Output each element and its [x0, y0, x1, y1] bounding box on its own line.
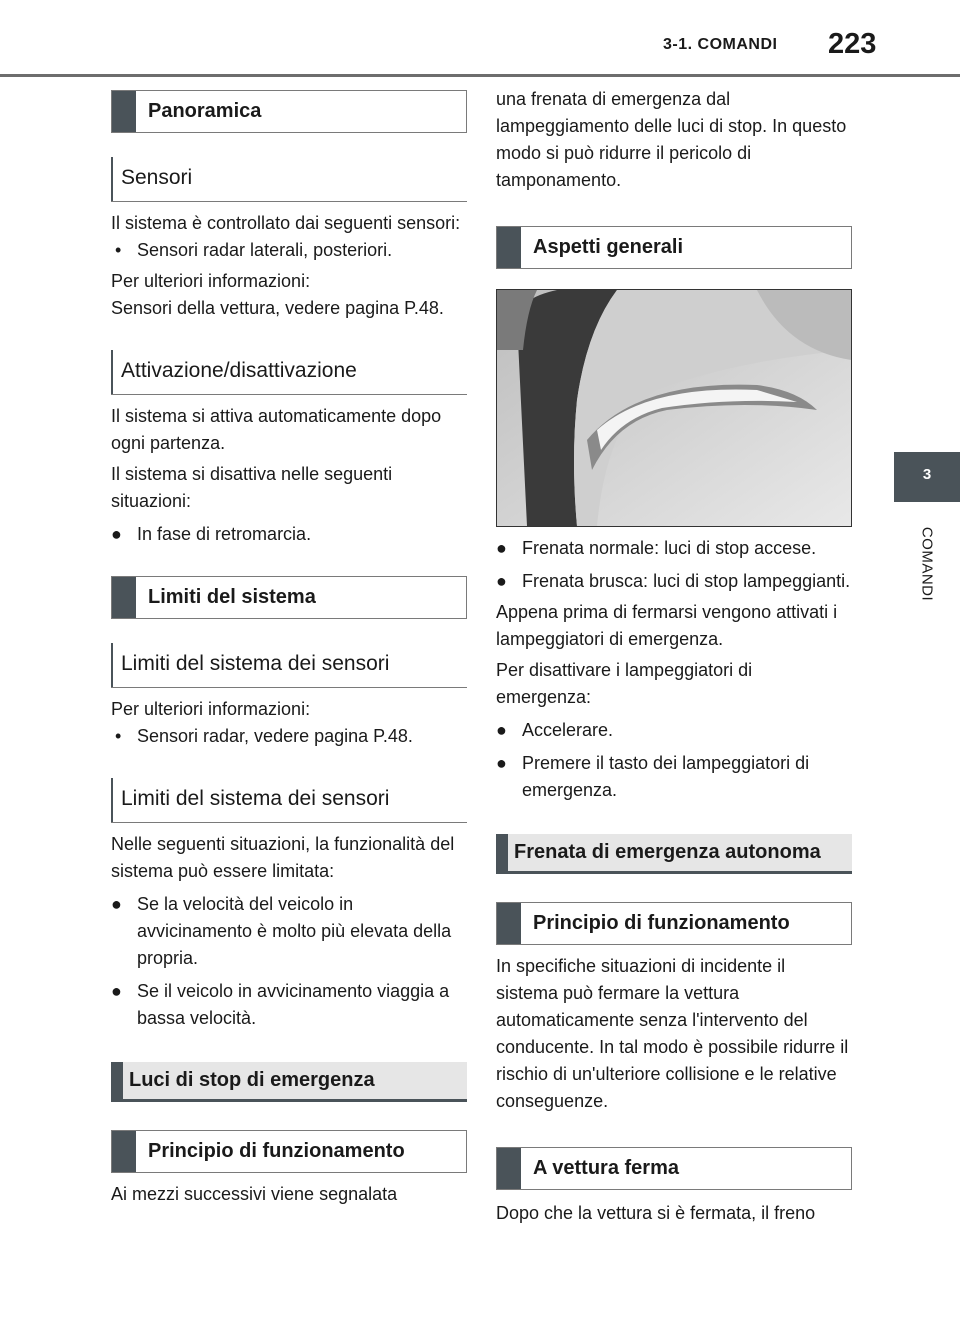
car-rear-image — [497, 290, 851, 526]
subheading-attivazione — [111, 350, 467, 395]
heading-text: Principio di funzionamento — [148, 1140, 405, 1162]
list-item: ● Frenata normale: luci di stop accese. — [496, 535, 852, 562]
heading-text: Frenata di emergenza autonoma — [514, 841, 821, 863]
bullet-icon: ● — [496, 753, 507, 773]
paragraph: Per ulteriori informazioni: — [111, 699, 311, 719]
paragraph: Il sistema si attiva automaticamente dopo ogni partenza. — [111, 406, 442, 453]
heading-text: Panoramica — [148, 100, 262, 122]
paragraph: Sensori della vettura, vedere pagina P.48. — [111, 298, 444, 318]
heading-text: A vettura ferma — [533, 1157, 679, 1179]
subheading-text: Limiti del sistema dei sensori — [121, 652, 390, 675]
list-item: • Sensori radar laterali, posteriori. — [111, 237, 467, 264]
chapter-side-label: COMANDI — [918, 526, 936, 602]
subheading-sensori — [111, 157, 467, 202]
heading-text: Principio di funzionamento — [533, 912, 790, 934]
header-section-title: 3-1. COMANDI — [663, 36, 778, 53]
heading-vettura-ferma — [496, 1147, 852, 1190]
paragraph: Il sistema si disattiva nelle seguenti situazioni: — [111, 464, 393, 511]
subheading-limiti-sensori-2 — [111, 778, 467, 823]
list-item: ● Premere il tasto dei lampeggiatori di emergenza. — [496, 750, 852, 804]
heading-principio — [111, 1130, 467, 1173]
page-number: 223 — [828, 28, 877, 60]
list-item: ● In fase di retromarcia. — [111, 521, 467, 548]
list-item: ● Se la velocità del veicolo in avvicinamento è molto più elevata della propria. — [111, 891, 467, 972]
heading-panoramica — [111, 90, 467, 133]
heading-text: Luci di stop di emergenza — [129, 1069, 375, 1091]
bullet-icon: ● — [496, 571, 507, 591]
list-item: • Sensori radar, vedere pagina P.48. — [111, 723, 467, 750]
paragraph: Il sistema è controllato dai seguenti sensori: — [111, 213, 461, 233]
heading-frenata-emergenza — [496, 834, 852, 874]
subheading-text: Attivazione/disattivazione — [121, 359, 357, 382]
dash-bullet-icon: • — [115, 240, 122, 260]
bullet-icon: ● — [111, 894, 122, 914]
bullet-icon: ● — [111, 524, 122, 544]
paragraph: Nelle seguenti situazioni, la funzionalità del sistema può essere limitata: — [111, 834, 455, 881]
subheading-text: Sensori — [121, 166, 193, 189]
heading-aspetti — [496, 226, 852, 269]
brake-light-illustration — [496, 289, 852, 527]
chapter-tab-number: 3 — [922, 466, 932, 483]
heading-principio-right — [496, 902, 852, 945]
heading-text: Aspetti generali — [533, 236, 684, 258]
heading-luci-stop — [111, 1062, 467, 1102]
header-rule — [0, 74, 960, 77]
heading-limiti — [111, 576, 467, 619]
dash-bullet-icon: • — [115, 726, 122, 746]
paragraph: Appena prima di fermarsi vengono attivati i lampeggiatori di emergenza. — [496, 602, 838, 649]
paragraph: Per disattivare i lampeggiatori di emergenza: — [496, 660, 753, 707]
bullet-icon: ● — [111, 981, 122, 1001]
paragraph: Ai mezzi successivi viene segnalata — [111, 1184, 398, 1204]
subheading-text: Limiti del sistema dei sensori — [121, 787, 390, 810]
list-item: ● Frenata brusca: luci di stop lampeggianti. — [496, 568, 852, 595]
right-column — [496, 86, 852, 1227]
list-item: ● Se il veicolo in avvicinamento viaggia a bassa velocità. — [111, 978, 467, 1032]
bullet-icon: ● — [496, 538, 507, 558]
paragraph: una frenata di emergenza dal lampeggiamento delle luci di stop. In questo modo si può ridurre il pericolo di tamponamento. — [496, 89, 847, 190]
chapter-tab[interactable] — [894, 452, 960, 502]
left-column — [111, 90, 467, 1208]
subheading-limiti-sensori — [111, 643, 467, 688]
heading-text: Limiti del sistema — [148, 586, 316, 608]
paragraph: In specifiche situazioni di incidente il sistema può fermare la vettura automaticamente senza l'intervento del conducente. In tal modo è possibile ridurre il rischio di un'ulteriore collisione e le relative conseguenze. — [496, 956, 849, 1111]
list-item: ● Accelerare. — [496, 717, 852, 744]
paragraph: Per ulteriori informazioni: — [111, 271, 311, 291]
paragraph: Dopo che la vettura si è fermata, il freno — [496, 1203, 816, 1223]
bullet-icon: ● — [496, 720, 507, 740]
